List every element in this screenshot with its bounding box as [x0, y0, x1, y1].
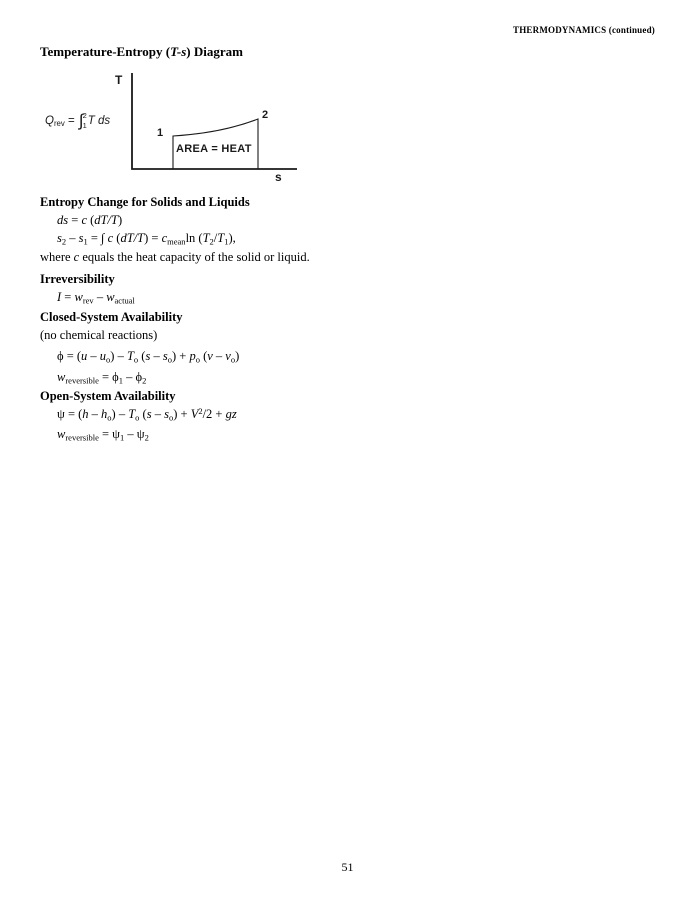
section-heading-open-system-availability: Open-System Availability — [40, 389, 176, 403]
qrev-equation — [45, 112, 110, 129]
state-point-1-label: 1 — [157, 127, 164, 139]
section-heading-closed-system-availability: Closed-System Availability — [40, 310, 183, 324]
integral-upper-limit: 2 — [82, 111, 87, 120]
ts-diagram-axes — [30, 70, 330, 190]
ts-diagram-figure — [30, 70, 330, 190]
x-axis-label: s — [275, 170, 282, 184]
y-axis-label: T — [115, 73, 123, 87]
equation-closed-availability: $\phi = (u - u_o) - T_o$ $(s - s_o) + p_o$ $(v - v_o)$ — [57, 349, 240, 365]
note-heat-capacity: where c equals the heat capacity of the solid or liquid. — [40, 250, 310, 264]
section-heading-irreversibility: Irreversibility — [40, 272, 115, 286]
equation-ds: ds = c (dT/T) — [57, 213, 123, 227]
equation-w-reversible-phi: $w_{reversible} = \phi_1 - \phi_2$ — [57, 370, 147, 386]
running-header: THERMODYNAMICS (continued) — [513, 25, 655, 35]
page-title: Temperature-Entropy (T-s) Diagram — [40, 44, 243, 59]
equation-w-reversible-psi: $w_{reversible} = \psi_1 - \psi_2$ — [57, 427, 149, 443]
state-point-2-label: 2 — [262, 109, 269, 121]
area-heat-label: AREA = HEAT — [176, 143, 252, 155]
integral-lower-limit: 1 — [82, 120, 87, 130]
section-heading-entropy-change: Entropy Change for Solids and Liquids — [40, 195, 250, 209]
equation-open-availability: $\psi = (h - h_o) - T_o$ $(s - s_o) + V^2/2$ + gz — [57, 405, 237, 423]
qrev-equation-prefix: $Q_{rev}$ = — [45, 114, 78, 128]
note-no-chemical-reactions: (no chemical reactions) — [40, 328, 158, 342]
page-number: 51 — [341, 860, 354, 874]
equation-s2-s1: $s_2 - s_1$ = ∫ c $(dT/T) = c_{mean}\ln$ $(T_2/T_1)$, — [57, 231, 236, 247]
integral-sign: ∫ 2 1 — [78, 111, 87, 130]
qrev-equation-suffix: T ds — [87, 114, 111, 127]
equation-irreversibility: $I = w_{rev} - w_{actual}$ — [57, 290, 135, 306]
